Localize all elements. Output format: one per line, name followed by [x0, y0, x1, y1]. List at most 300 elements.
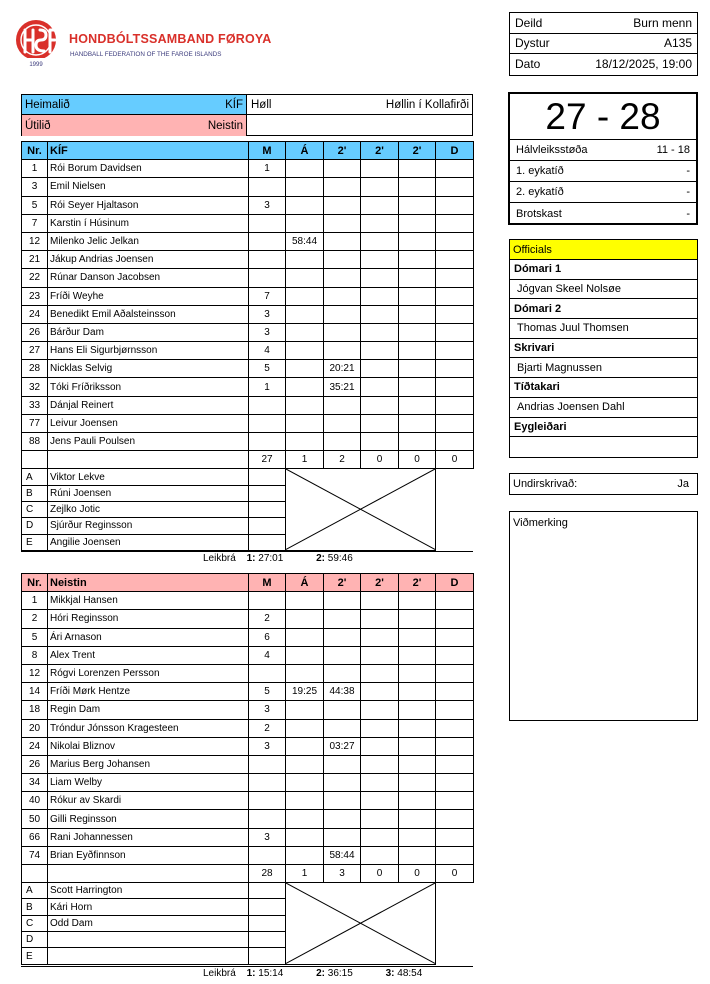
player-d: [436, 269, 474, 287]
player-s2: [361, 737, 399, 755]
player-m: [249, 214, 286, 232]
staff-name: Rúni Joensen: [48, 485, 249, 501]
player-name: Nicklas Selvig: [48, 360, 249, 378]
player-number: 20: [22, 719, 48, 737]
player-m: [249, 792, 286, 810]
federation-subtitle: HANDBALL FEDERATION OF THE FAROE ISLANDS: [70, 51, 222, 58]
player-s3: [399, 810, 436, 828]
player-number: 26: [22, 323, 48, 341]
official-role: Dómari 1: [510, 260, 697, 280]
staff-name: Zejlko Jotic: [48, 501, 249, 517]
player-a: 58:44: [286, 232, 324, 250]
player-name: Rani Johannessen: [48, 828, 249, 846]
player-number: 77: [22, 414, 48, 432]
player-m: 4: [249, 646, 286, 664]
player-s3: [399, 828, 436, 846]
player-s2: [361, 755, 399, 773]
teams-box: [21, 94, 473, 136]
player-number: 18: [22, 701, 48, 719]
player-row: [22, 232, 474, 250]
pens-score: -: [686, 207, 690, 220]
player-s1: [324, 269, 361, 287]
staff-code: A: [22, 883, 48, 899]
player-m: [249, 414, 286, 432]
staff-name: Kári Horn: [48, 899, 249, 915]
player-name: Dánjal Reinert: [48, 396, 249, 414]
player-s2: [361, 160, 399, 178]
player-s3: [399, 323, 436, 341]
player-d: [436, 287, 474, 305]
player-s1: [324, 810, 361, 828]
home-team-cell: [22, 95, 247, 114]
player-s3: [399, 701, 436, 719]
official-name: [510, 437, 697, 457]
player-m: 3: [249, 305, 286, 323]
player-s3: [399, 610, 436, 628]
player-m: 5: [249, 360, 286, 378]
totals-row: [22, 451, 474, 469]
venue-cell: [247, 95, 473, 114]
player-s2: [361, 414, 399, 432]
player-row: [22, 178, 474, 196]
player-s1: [324, 396, 361, 414]
player-s3: [399, 196, 436, 214]
player-d: [436, 810, 474, 828]
player-name: Tróndur Jónsson Kragesteen: [48, 719, 249, 737]
player-name: Karstin í Húsinum: [48, 214, 249, 232]
player-row: [22, 433, 474, 451]
col-nr: Nr.: [22, 574, 48, 592]
player-d: [436, 414, 474, 432]
player-a: [286, 214, 324, 232]
player-s3: [399, 342, 436, 360]
player-row: [22, 323, 474, 341]
player-d: [436, 433, 474, 451]
player-s3: [399, 251, 436, 269]
player-d: [436, 232, 474, 250]
player-row: [22, 737, 474, 755]
col-goals: M: [249, 574, 286, 592]
col-team: Neistin: [48, 574, 249, 592]
player-s3: [399, 414, 436, 432]
player-s3: [399, 178, 436, 196]
player-s1: [324, 646, 361, 664]
player-s1: [324, 610, 361, 628]
player-s2: [361, 592, 399, 610]
player-row: [22, 251, 474, 269]
col-nr: Nr.: [22, 142, 48, 160]
player-s1: [324, 160, 361, 178]
player-d: [436, 646, 474, 664]
player-m: [249, 251, 286, 269]
col-goals: M: [249, 142, 286, 160]
player-a: [286, 628, 324, 646]
total-s1: 2: [324, 451, 361, 469]
player-number: 5: [22, 196, 48, 214]
player-s2: [361, 664, 399, 682]
staff-code: B: [22, 485, 48, 501]
away-timeout-divider: [21, 966, 473, 967]
player-s1: [324, 701, 361, 719]
player-s3: [399, 396, 436, 414]
player-m: [249, 810, 286, 828]
player-s3: [399, 846, 436, 864]
player-number: 12: [22, 664, 48, 682]
player-name: Rúnar Danson Jacobsen: [48, 269, 249, 287]
staff-code: C: [22, 915, 48, 931]
staff-code: E: [22, 948, 48, 964]
halftime-label: Hálvleiksstøða: [516, 144, 588, 156]
player-name: Rógvi Lorenzen Persson: [48, 664, 249, 682]
player-a: [286, 251, 324, 269]
player-a: [286, 433, 324, 451]
player-number: 21: [22, 251, 48, 269]
info-label: Dystur: [515, 36, 550, 51]
player-a: [286, 646, 324, 664]
player-name: Nikolai Bliznov: [48, 737, 249, 755]
player-a: [286, 196, 324, 214]
player-s2: [361, 251, 399, 269]
official-role: Tíðtakari: [510, 378, 697, 398]
timeout-2-label: 2:: [316, 553, 325, 564]
player-s2: [361, 196, 399, 214]
player-row: [22, 646, 474, 664]
player-name: Brian Eyðfinnson: [48, 846, 249, 864]
info-value: A135: [663, 36, 692, 51]
player-a: [286, 719, 324, 737]
player-s1: [324, 305, 361, 323]
player-s2: [361, 269, 399, 287]
official-name: Bjarti Magnussen: [510, 358, 697, 378]
player-a: [286, 323, 324, 341]
player-a: [286, 360, 324, 378]
player-d: [436, 628, 474, 646]
player-a: [286, 342, 324, 360]
player-row: [22, 592, 474, 610]
player-s1: [324, 592, 361, 610]
home-team-name: KÍF: [225, 98, 243, 111]
player-s1: [324, 342, 361, 360]
player-number: 24: [22, 305, 48, 323]
staff-code: C: [22, 501, 48, 517]
player-d: [436, 701, 474, 719]
player-number: 2: [22, 610, 48, 628]
player-s1: [324, 664, 361, 682]
player-number: 32: [22, 378, 48, 396]
player-m: [249, 269, 286, 287]
col-susp3: 2': [399, 142, 436, 160]
player-s1: [324, 323, 361, 341]
player-d: [436, 378, 474, 396]
player-name: Rói Seyer Hjaltason: [48, 196, 249, 214]
player-s1: [324, 755, 361, 773]
player-a: [286, 846, 324, 864]
player-name: Fríði Weyhe: [48, 287, 249, 305]
player-number: 12: [22, 232, 48, 250]
total-a: 1: [286, 451, 324, 469]
player-name: Liam Welby: [48, 774, 249, 792]
player-s2: [361, 305, 399, 323]
player-d: [436, 683, 474, 701]
player-d: [436, 178, 474, 196]
player-row: [22, 664, 474, 682]
player-s1: [324, 232, 361, 250]
player-number: 34: [22, 774, 48, 792]
player-s3: [399, 719, 436, 737]
player-row: [22, 701, 474, 719]
player-a: [286, 664, 324, 682]
player-s2: [361, 610, 399, 628]
notes-box: [509, 511, 698, 721]
player-d: [436, 160, 474, 178]
player-m: [249, 755, 286, 773]
player-s1: [324, 792, 361, 810]
total-m: 27: [249, 451, 286, 469]
staff-name: [48, 948, 249, 964]
player-name: Alex Trent: [48, 646, 249, 664]
player-a: [286, 592, 324, 610]
officials-box: [509, 239, 698, 458]
player-number: 33: [22, 396, 48, 414]
player-name: Milenko Jelic Jelkan: [48, 232, 249, 250]
player-d: [436, 251, 474, 269]
player-a: [286, 810, 324, 828]
player-s3: [399, 737, 436, 755]
info-value: 18/12/2025, 19:00: [595, 57, 692, 72]
player-s1: 20:21: [324, 360, 361, 378]
player-row: [22, 610, 474, 628]
player-number: 88: [22, 433, 48, 451]
player-s1: [324, 214, 361, 232]
player-row: [22, 196, 474, 214]
staff-name: Angilie Joensen: [48, 534, 249, 550]
player-name: Fríði Mørk Hentze: [48, 683, 249, 701]
player-s2: [361, 232, 399, 250]
notes-label: Viðmerking: [513, 517, 568, 529]
player-s3: [399, 755, 436, 773]
player-s2: [361, 287, 399, 305]
venue-label: Høll: [251, 98, 272, 111]
player-number: 66: [22, 828, 48, 846]
staff-name: Scott Harrington: [48, 883, 249, 899]
player-s3: [399, 378, 436, 396]
player-row: [22, 287, 474, 305]
signed-box: [509, 473, 698, 495]
player-name: Marius Berg Johansen: [48, 755, 249, 773]
total-s3: 0: [399, 451, 436, 469]
player-d: [436, 719, 474, 737]
timeout-label: Leikbrá: [203, 553, 236, 564]
player-row: [22, 683, 474, 701]
staff-code: E: [22, 534, 48, 550]
player-s1: [324, 433, 361, 451]
player-s2: [361, 628, 399, 646]
timeout-2-label: 2:: [316, 968, 325, 979]
away-label: Útilið: [25, 119, 51, 132]
federation-name: HONDBÓLTSSAMBAND FØROYA: [69, 32, 272, 46]
player-row: [22, 396, 474, 414]
player-s2: [361, 792, 399, 810]
player-s3: [399, 232, 436, 250]
player-row: [22, 378, 474, 396]
col-warning: Á: [286, 142, 324, 160]
player-d: [436, 737, 474, 755]
away-team-cell: [22, 115, 247, 136]
player-number: 74: [22, 846, 48, 864]
federation-logo: [14, 18, 272, 70]
player-s3: [399, 592, 436, 610]
player-s1: [324, 719, 361, 737]
halftime-score: 11 - 18: [656, 144, 690, 156]
player-name: Emil Nielsen: [48, 178, 249, 196]
staff-crossed-cell: [286, 469, 436, 550]
player-s3: [399, 160, 436, 178]
player-s3: [399, 305, 436, 323]
player-row: [22, 846, 474, 864]
player-number: 5: [22, 628, 48, 646]
player-m: 5: [249, 683, 286, 701]
info-value: Burn menn: [633, 15, 692, 30]
player-a: [286, 378, 324, 396]
player-number: 23: [22, 287, 48, 305]
player-s1: [324, 414, 361, 432]
player-m: [249, 396, 286, 414]
officials-header: Officials: [510, 240, 697, 260]
timeout-label: Leikbrá: [203, 968, 236, 979]
col-susp1: 2': [324, 142, 361, 160]
player-s2: [361, 774, 399, 792]
away-team-name: Neistin: [207, 119, 243, 132]
total-d: 0: [436, 451, 474, 469]
player-a: [286, 737, 324, 755]
info-row-league: [510, 13, 697, 34]
player-row: [22, 792, 474, 810]
player-m: 2: [249, 719, 286, 737]
player-row: [22, 774, 474, 792]
player-s2: [361, 360, 399, 378]
info-row-match: [510, 34, 697, 55]
away-timeouts: [203, 968, 422, 979]
player-s2: [361, 701, 399, 719]
player-name: Regin Dam: [48, 701, 249, 719]
player-number: 1: [22, 592, 48, 610]
player-m: [249, 664, 286, 682]
player-d: [436, 214, 474, 232]
info-row-date: [510, 54, 697, 75]
player-name: Leivur Joensen: [48, 414, 249, 432]
player-row: [22, 360, 474, 378]
player-m: 3: [249, 701, 286, 719]
player-m: [249, 846, 286, 864]
player-row: [22, 719, 474, 737]
player-s3: [399, 214, 436, 232]
venue-name: Høllin í Kollafirði: [385, 98, 469, 111]
player-a: [286, 755, 324, 773]
player-name: Rókur av Skardi: [48, 792, 249, 810]
player-s1: [324, 196, 361, 214]
official-role: Dómari 2: [510, 299, 697, 319]
player-name: Bárður Dam: [48, 323, 249, 341]
final-score: 27 - 28: [510, 94, 696, 140]
overtime1-row: [510, 161, 696, 182]
player-a: [286, 701, 324, 719]
player-m: [249, 774, 286, 792]
player-m: 1: [249, 378, 286, 396]
col-team: KÍF: [48, 142, 249, 160]
timeout-1-time: 15:14: [258, 968, 284, 979]
player-number: 1: [22, 160, 48, 178]
player-s2: [361, 178, 399, 196]
player-name: Gilli Reginsson: [48, 810, 249, 828]
player-a: [286, 269, 324, 287]
timeout-2-time: 36:15: [327, 968, 353, 979]
staff-row: [22, 883, 474, 899]
overtime2-row: [510, 182, 696, 203]
official-role: Skrivari: [510, 339, 697, 359]
away-header-row: [22, 574, 474, 592]
player-name: Rói Borum Davidsen: [48, 160, 249, 178]
player-s2: [361, 810, 399, 828]
col-susp2: 2': [361, 574, 399, 592]
player-d: [436, 774, 474, 792]
player-s2: [361, 719, 399, 737]
player-a: [286, 774, 324, 792]
player-s1: 35:21: [324, 378, 361, 396]
player-s2: [361, 433, 399, 451]
total-s1: 3: [324, 865, 361, 883]
home-roster-table: [21, 141, 474, 551]
player-a: [286, 792, 324, 810]
player-m: [249, 232, 286, 250]
player-s1: 44:38: [324, 683, 361, 701]
col-susp3: 2': [399, 574, 436, 592]
player-d: [436, 846, 474, 864]
player-row: [22, 269, 474, 287]
official-name: Jógvan Skeel Nolsøe: [510, 280, 697, 300]
player-name: Hans Eli Sigurbjørnsson: [48, 342, 249, 360]
total-s2: 0: [361, 451, 399, 469]
official-role: Eygleiðari: [510, 418, 697, 438]
player-row: [22, 828, 474, 846]
player-m: [249, 433, 286, 451]
staff-code: B: [22, 899, 48, 915]
staff-name: Sjúrður Reginsson: [48, 518, 249, 534]
home-timeout-divider: [21, 551, 473, 552]
col-warning: Á: [286, 574, 324, 592]
timeout-1-time: 27:01: [258, 553, 284, 564]
player-a: [286, 610, 324, 628]
player-number: 50: [22, 810, 48, 828]
player-number: 24: [22, 737, 48, 755]
player-d: [436, 342, 474, 360]
col-susp2: 2': [361, 142, 399, 160]
player-m: 7: [249, 287, 286, 305]
player-row: [22, 810, 474, 828]
player-m: 3: [249, 323, 286, 341]
player-s1: [324, 774, 361, 792]
player-number: 22: [22, 269, 48, 287]
player-a: [286, 414, 324, 432]
score-box: [508, 92, 698, 225]
player-s2: [361, 683, 399, 701]
player-m: 3: [249, 196, 286, 214]
player-a: [286, 287, 324, 305]
player-row: [22, 342, 474, 360]
halftime-row: [510, 140, 696, 161]
player-number: 26: [22, 755, 48, 773]
ot1-score: -: [686, 165, 690, 177]
total-a: 1: [286, 865, 324, 883]
